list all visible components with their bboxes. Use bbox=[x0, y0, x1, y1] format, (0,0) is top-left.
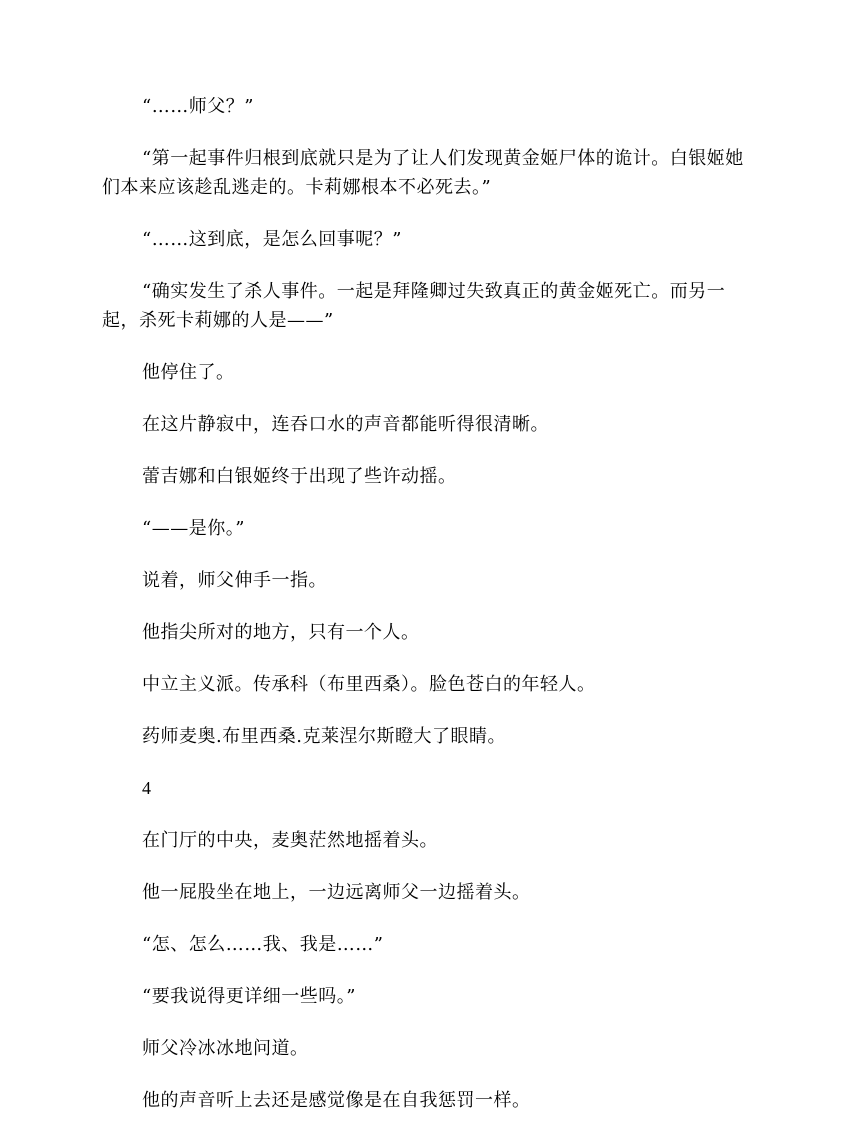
paragraph: 中立主义派。传承科（布里西桑）。脸色苍白的年轻人。 bbox=[142, 674, 596, 695]
paragraph: “怎、怎么……我、我是……” bbox=[142, 934, 384, 955]
paragraph: 蕾吉娜和白银姬终于出现了些许动摇。 bbox=[142, 466, 457, 487]
paragraph: “要我说得更详细一些吗。” bbox=[142, 986, 356, 1007]
document-body bbox=[102, 92, 762, 1138]
paragraph: 他的声音听上去还是感觉像是在自我惩罚一样。 bbox=[142, 1090, 531, 1111]
paragraph: “……师父？” bbox=[142, 96, 254, 117]
paragraph: 在这片静寂中，连吞口水的声音都能听得很清晰。 bbox=[142, 414, 549, 435]
paragraph: “——是你。” bbox=[142, 518, 245, 539]
paragraph: 在门厅的中央，麦奥茫然地摇着头。 bbox=[142, 830, 438, 851]
paragraph: “确实发生了杀人事件。一起是拜隆卿过失致真正的黄金姬死亡。而另一起，杀死卡莉娜的人是——” bbox=[102, 281, 726, 331]
paragraph: 药师麦奥.布里西桑.克莱涅尔斯瞪大了眼睛。 bbox=[142, 726, 506, 747]
paragraph: 他停住了。 bbox=[142, 362, 235, 383]
paragraph: “第一起事件归根到底就只是为了让人们发现黄金姬尸体的诡计。白银姬她们本来应该趁乱逃走的。卡莉娜根本不必死去。” bbox=[102, 148, 744, 198]
paragraph: 师父冷冰冰地问道。 bbox=[142, 1038, 309, 1059]
paragraph: 说着，师父伸手一指。 bbox=[142, 570, 327, 591]
section-number: 4 bbox=[142, 778, 151, 798]
paragraph: “……这到底，是怎么回事呢？” bbox=[142, 229, 402, 250]
paragraph: 他一屁股坐在地上，一边远离师父一边摇着头。 bbox=[142, 882, 531, 903]
paragraph: 他指尖所对的地方，只有一个人。 bbox=[142, 622, 420, 643]
